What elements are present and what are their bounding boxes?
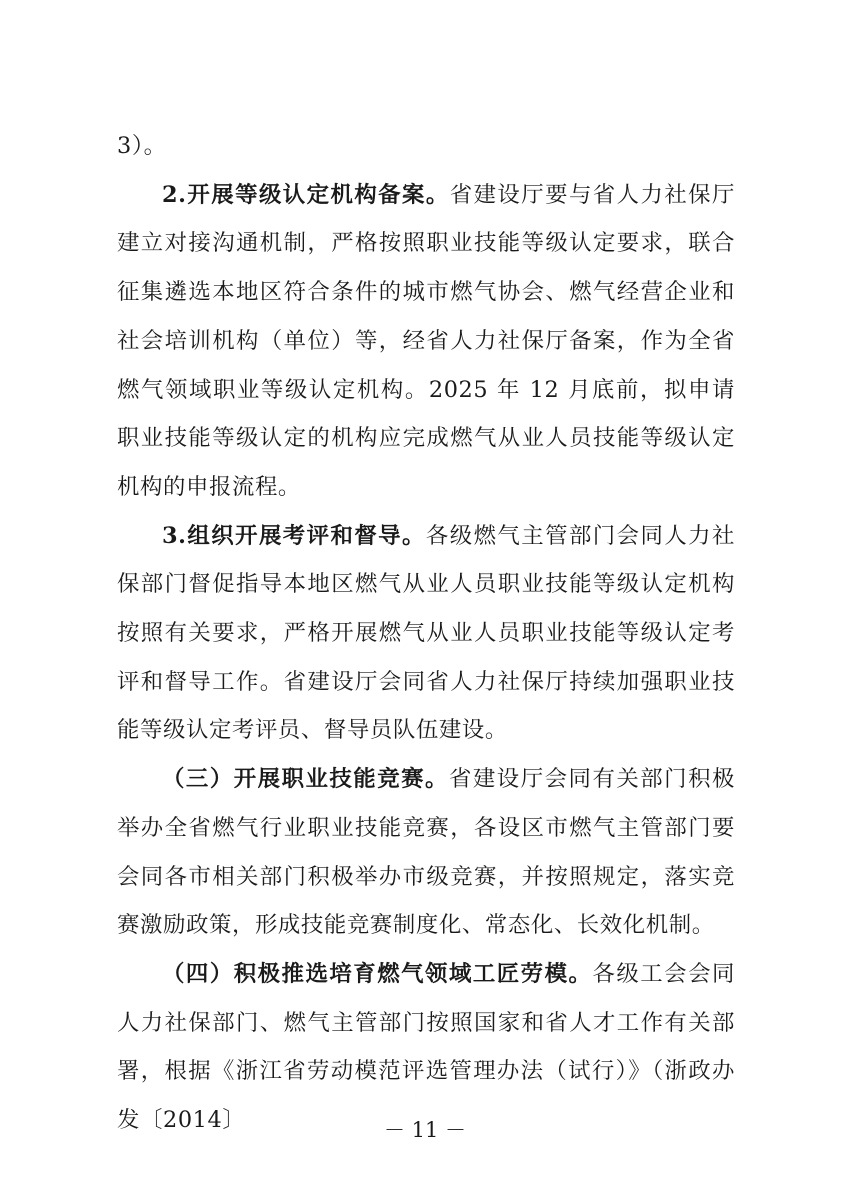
paragraph-text: 各级燃气主管部门会同人力社保部门督促指导本地区燃气从业人员职业技能等级认定机构按照有关要求，严格开展燃气从业人员职业技能等级认定考评和督导工作。省建设厅会同省人力社保厅持续加强职业技能等级认定考评员、督导员队伍建设。 [117, 522, 735, 744]
paragraph-item-3 [117, 512, 735, 756]
paragraph-continuation [117, 122, 735, 171]
paragraph-heading: 2.开展等级认定机构备案。 [162, 181, 450, 208]
paragraph-heading: （三）开展职业技能竞赛。 [162, 766, 449, 793]
page-number: － 11 － [383, 1118, 467, 1142]
paragraph-text: 各级工会会同人力社保部门、燃气主管部门按照国家和省人才工作有关部署，根据《浙江省劳动模范评选管理办法（试行）》（浙政办发〔2014〕 [117, 960, 735, 1134]
paragraph-section-3 [117, 755, 735, 950]
body-text [117, 122, 735, 1145]
paragraph-item-2 [117, 171, 735, 512]
paragraph-text: 省建设厅要与省人力社保厅建立对接沟通机制，严格按照职业技能等级认定要求，联合征集遴选本地区符合条件的城市燃气协会、燃气经营企业和社会培训机构（单位）等，经省人力社保厅备案，作为全省燃气领域职业等级认定机构。2025 年 12 月底前，拟申请职业技能等级认定的机构应完成燃气从业人员技能等级认定机构的申报流程。 [117, 181, 735, 500]
paragraph-text: 3）。 [117, 133, 167, 159]
paragraph-heading: 3.组织开展考评和督导。 [162, 522, 426, 549]
paragraph-heading: （四）积极推选培育燃气领域工匠劳模。 [162, 960, 593, 987]
paragraph-text: 省建设厅会同有关部门积极举办全省燃气行业职业技能竞赛，各设区市燃气主管部门要会同各市相关部门积极举办市级竞赛，并按照规定，落实竞赛激励政策，形成技能竞赛制度化、常态化、长效化机制。 [117, 766, 736, 939]
